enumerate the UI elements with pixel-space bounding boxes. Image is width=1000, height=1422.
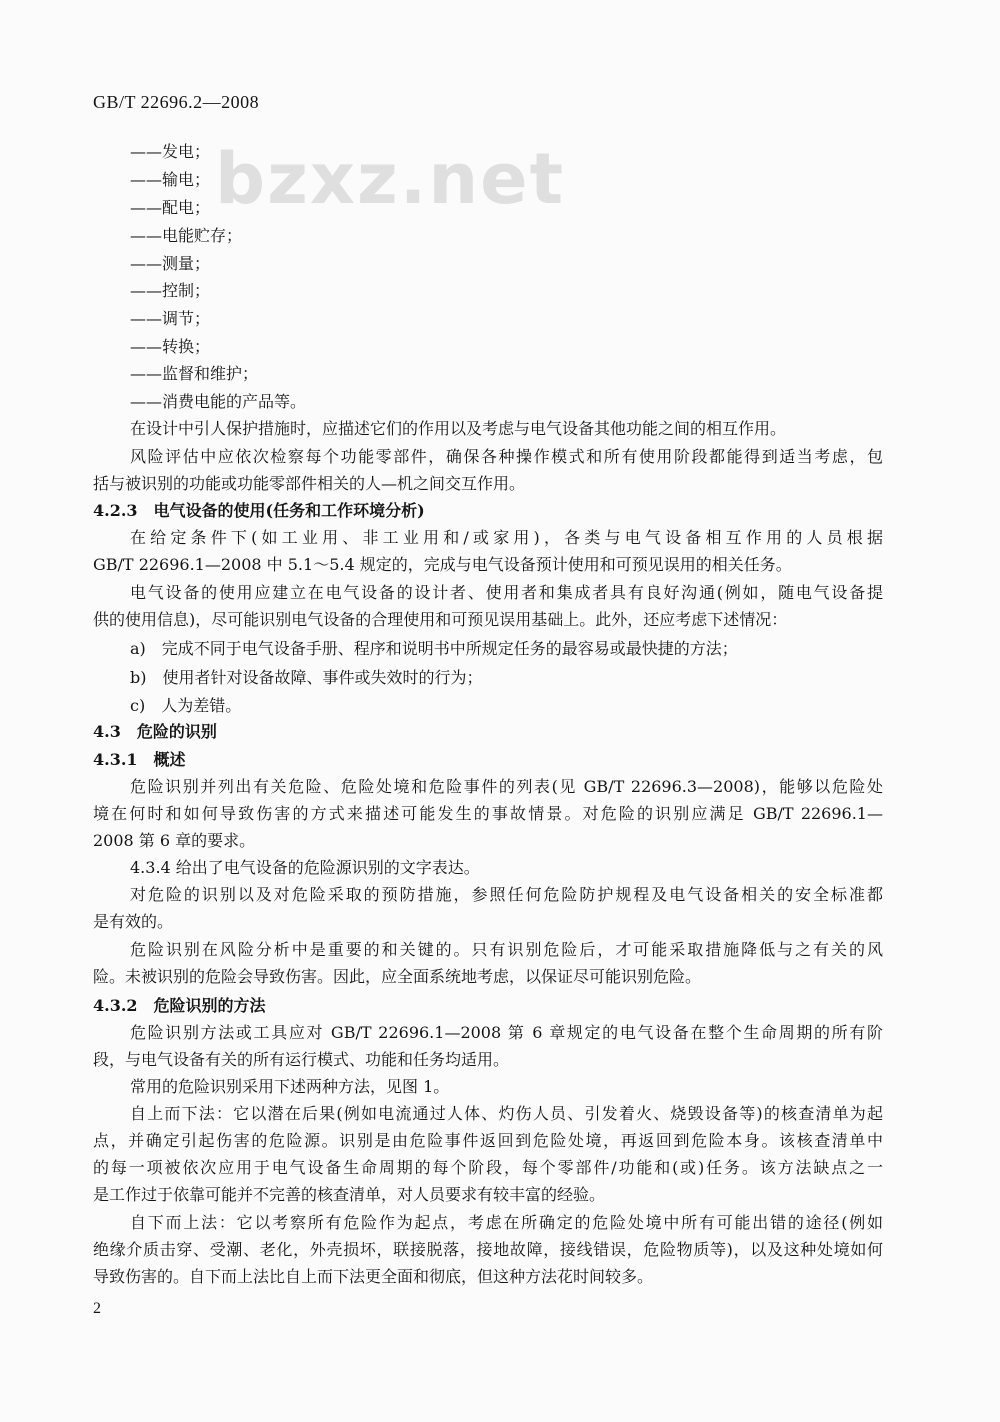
paragraph: 危险识别并列出有关危险、危险处境和危险事件的列表(见 GB/T 22696.3—2008)，能够以危险处 — [130, 777, 883, 796]
paragraph: 4.3.4 给出了电气设备的危险源识别的文字表达。 — [130, 858, 480, 877]
paragraph-continuation: 导致伤害的。自下而上法比自上而下法更全面和彻底，但这种方法花时间较多。 — [93, 1267, 654, 1286]
page-number: 2 — [93, 1300, 101, 1317]
paragraph: 在设计中引人保护措施时，应描述它们的作用以及考虑与电气设备其他功能之间的相互作用。 — [130, 419, 787, 438]
list-item-c: c) 人为差错。 — [130, 696, 242, 715]
list-item: ——监督和维护； — [130, 364, 259, 383]
watermark: bzxz.net — [215, 138, 566, 220]
list-item: ——电能贮存； — [130, 226, 243, 245]
list-item: ——消费电能的产品等。 — [130, 392, 307, 411]
section-heading-4-3-1: 4.3.1 概述 — [93, 750, 186, 769]
paragraph: 危险识别在风险分析中是重要的和关键的。只有识别危险后，才可能采取措施降低与之有关的风 — [130, 940, 883, 959]
paragraph-continuation: 段，与电气设备有关的所有运行模式、功能和任务均适用。 — [93, 1050, 510, 1069]
paragraph: 自下而上法：它以考察所有危险作为起点，考虑在所确定的危险处境中所有可能出错的途径(例如 — [130, 1213, 883, 1232]
list-item-a: a) 完成不同于电气设备手册、程序和说明书中所规定任务的最容易或最快捷的方法； — [130, 639, 738, 658]
list-item: ——发电； — [130, 142, 211, 161]
paragraph: 常用的危险识别采用下述两种方法，见图 1。 — [130, 1077, 450, 1096]
section-heading-4-3: 4.3 危险的识别 — [93, 722, 217, 741]
list-item: ——调节； — [130, 309, 211, 328]
paragraph-continuation: 是工作过于依靠可能并不完善的核查清单，对人员要求有较丰富的经验。 — [93, 1185, 606, 1204]
paragraph-continuation: GB/T 22696.1—2008 中 5.1～5.4 规定的，完成与电气设备预计使用和可预见误用的相关任务。 — [93, 555, 792, 574]
paragraph-continuation: 2008 第 6 章的要求。 — [93, 831, 256, 850]
paragraph-continuation: 险。未被识别的危险会导致伤害。因此，应全面系统地考虑，以保证尽可能识别危险。 — [93, 967, 702, 986]
paragraph: 在给定条件下(如工业用、非工业用和/或家用)，各类与电气设备相互作用的人员根据 — [130, 528, 883, 547]
section-heading-4-3-2: 4.3.2 危险识别的方法 — [93, 996, 266, 1015]
list-item: ——输电； — [130, 170, 211, 189]
list-item: ——控制； — [130, 281, 211, 300]
list-item: ——配电； — [130, 198, 211, 217]
list-item: ——转换； — [130, 337, 211, 356]
paragraph-continuation: 点，并确定引起伤害的危险源。识别是由危险事件返回到危险处境，再返回到危险本身。该核查清单中 — [93, 1131, 883, 1150]
paragraph-continuation: 括与被识别的功能或功能零部件相关的人—机之间交互作用。 — [93, 474, 526, 493]
paragraph: 电气设备的使用应建立在电气设备的设计者、使用者和集成者具有良好沟通(例如，随电气设备提 — [130, 583, 883, 602]
list-item-b: b) 使用者针对设备故障、事件或失效时的行为； — [130, 668, 483, 687]
paragraph: 自上而下法：它以潜在后果(例如电流通过人体、灼伤人员、引发着火、烧毁设备等)的核查清单为起 — [130, 1104, 883, 1123]
paragraph-continuation: 境在何时和如何导致伤害的方式来描述可能发生的事故情景。对危险的识别应满足 GB/T 22696.1— — [93, 804, 883, 823]
paragraph: 对危险的识别以及对危险采取的预防措施，参照任何危险防护规程及电气设备相关的安全标准都 — [130, 885, 883, 904]
standard-code-header: GB/T 22696.2—2008 — [93, 92, 260, 112]
paragraph-continuation: 是有效的。 — [93, 912, 174, 931]
paragraph-continuation: 绝缘介质击穿、受潮、老化，外壳损坏，联接脱落，接地故障，接线错误，危险物质等)，以及这种处境如何 — [93, 1240, 883, 1259]
list-item: ——测量； — [130, 254, 211, 273]
paragraph-continuation: 供的使用信息)，尽可能识别电气设备的合理使用和可预见误用基础上。此外，还应考虑下述情况： — [93, 610, 788, 629]
section-heading-4-2-3: 4.2.3 电气设备的使用(任务和工作环境分析) — [93, 501, 425, 520]
paragraph: 危险识别方法或工具应对 GB/T 22696.1—2008 第 6 章规定的电气设备在整个生命周期的所有阶 — [130, 1023, 883, 1042]
paragraph: 风险评估中应依次检察每个功能零部件，确保各种操作模式和所有使用阶段都能得到适当考虑，包 — [130, 447, 883, 466]
paragraph-continuation: 的每一项被依次应用于电气设备生命周期的每个阶段，每个零部件/功能和(或)任务。该方法缺点之一 — [93, 1158, 883, 1177]
